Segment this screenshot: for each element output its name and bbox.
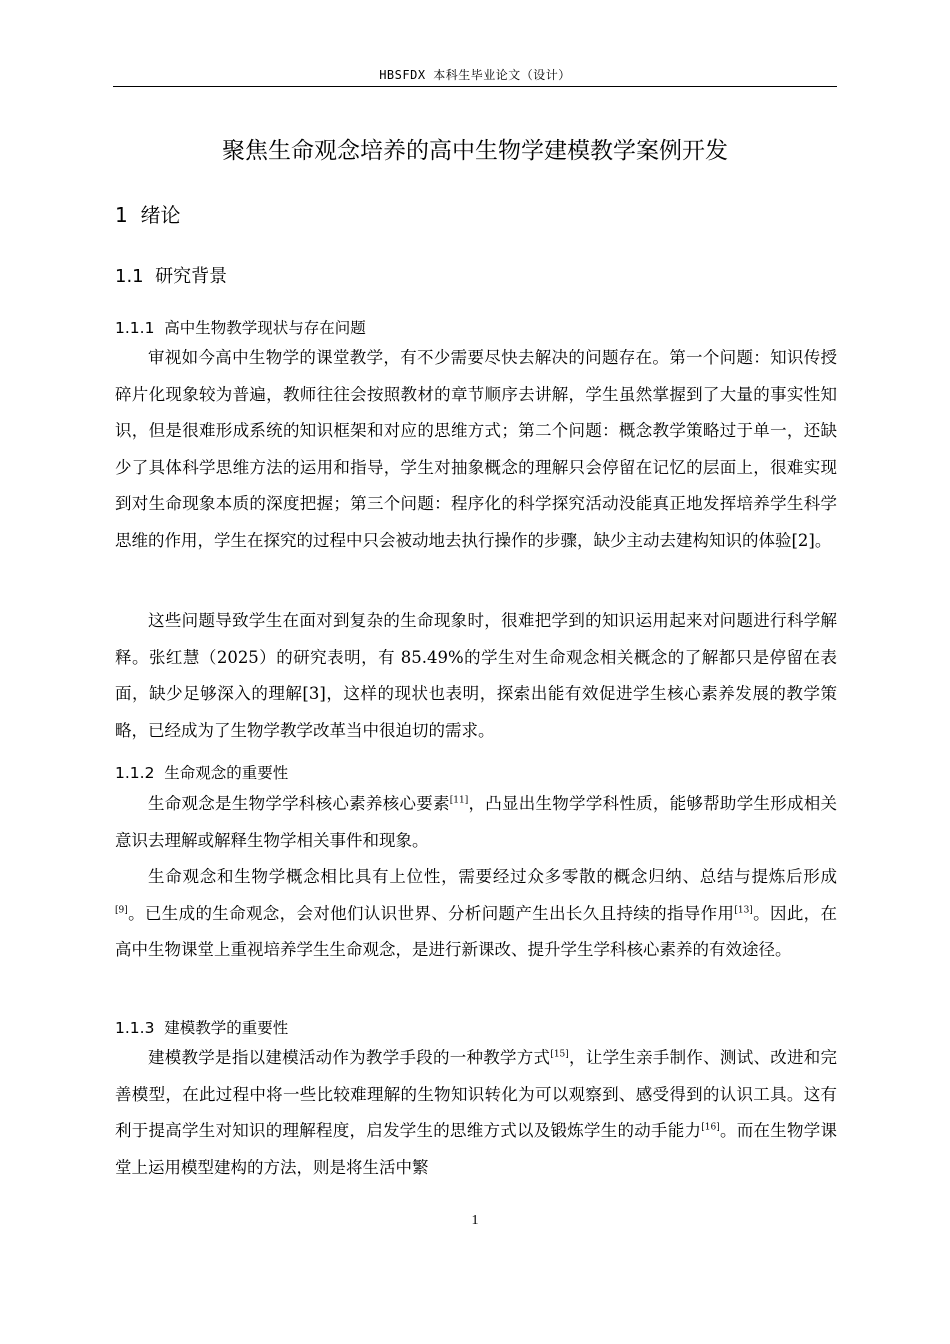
text-run: 。而在生物学课堂上运用模型建构的方法，则是将生活中繁 — [115, 1121, 838, 1177]
citation: [16] — [701, 1122, 720, 1133]
text-run: ，凸显出生物学学科性质，能够帮助学生形成相关意识去理解或解释生物学相关事件和现象。 — [115, 794, 838, 850]
header-rule — [113, 86, 837, 87]
citation: [15] — [550, 1049, 569, 1060]
page-number: 1 — [471, 1213, 479, 1228]
paragraph-1-1-2-b — [115, 859, 837, 969]
section-heading-1-1: 1.1 研究背景 — [115, 266, 228, 287]
citation: [9] — [115, 905, 128, 916]
running-header: HBSFDX 本科生毕业论文（设计） — [379, 68, 571, 82]
paper-title: 聚焦生命观念培养的高中生物学建模教学案例开发 — [222, 138, 728, 164]
section-heading-1-1-2: 1.1.2 生命观念的重要性 — [115, 764, 289, 782]
paragraph-1-1-1-a: 审视如今高中生物学的课堂教学，有不少需要尽快去解决的问题存在。第一个问题：知识传授碎片化现象较为普遍，教师往往会按照教材的章节顺序去讲解，学生虽然掌握到了大量的事实性知识，但是很难形成系统的知识框架和对应的思维方式；第二个问题：概念教学策略过于单一，还缺少了具体科学思维方法的运用和指导，学生对抽象概念的理解只会停留在记忆的层面上，很难实现到对生命现象本质的深度把握；第三个问题：程序化的科学探究活动没能真正地发挥培养学生科学思维的作用，学生在探究的过程中只会被动地去执行操作的步骤，缺少主动去建构知识的体验[2]。 — [115, 348, 837, 550]
citation: [13] — [734, 905, 753, 916]
paragraph-1-1-3-a — [115, 1040, 837, 1186]
paragraph-1-1-1-b: 这些问题导致学生在面对到复杂的生命现象时，很难把学到的知识运用起来对问题进行科学解释。张红慧（2025）的研究表明，有 85.49%的学生对生命观念相关概念的了解都只是停留在表面，缺少足够深入的理解[3]，这样的现状也表明，探索出能有效促进学生核心素养发展的教学策略，已经成为了生物学教学改革当中很迫切的需求。 — [115, 611, 837, 740]
text-run: 。因此，在高中生物课堂上重视培养学生生命观念，是进行新课改、提升学生学科核心素养的有效途径。 — [115, 903, 838, 960]
paragraph-1-1-2-a — [115, 786, 837, 859]
text-run: 生命观念是生物学学科核心素养核心要素 — [148, 794, 450, 813]
citation: [11] — [449, 795, 469, 806]
section-heading-1: 1 绪论 — [115, 203, 181, 227]
section-heading-1-1-3: 1.1.3 建模教学的重要性 — [115, 1019, 289, 1037]
text-run: ，让学生亲手制作、测试、改进和完善模型，在此过程中将一些比较难理解的生物知识转化为可以观察到、感受得到的认识工具。这有利于提高学生对知识的理解程度，启发学生的思维方式以及锻炼学生的动手能力 — [115, 1048, 838, 1141]
text-run: 生命观念和生物学概念相比具有上位性，需要经过众多零散的概念归纳、总结与提炼后形成 — [148, 867, 837, 886]
text-run: 。已生成的生命观念，会对他们认识世界、分析问题产生出长久且持续的指导作用 — [127, 903, 735, 923]
section-heading-1-1-1: 1.1.1 高中生物教学现状与存在问题 — [115, 319, 366, 337]
text-run: 建模教学是指以建模活动作为教学手段的一种教学方式 — [148, 1048, 551, 1067]
